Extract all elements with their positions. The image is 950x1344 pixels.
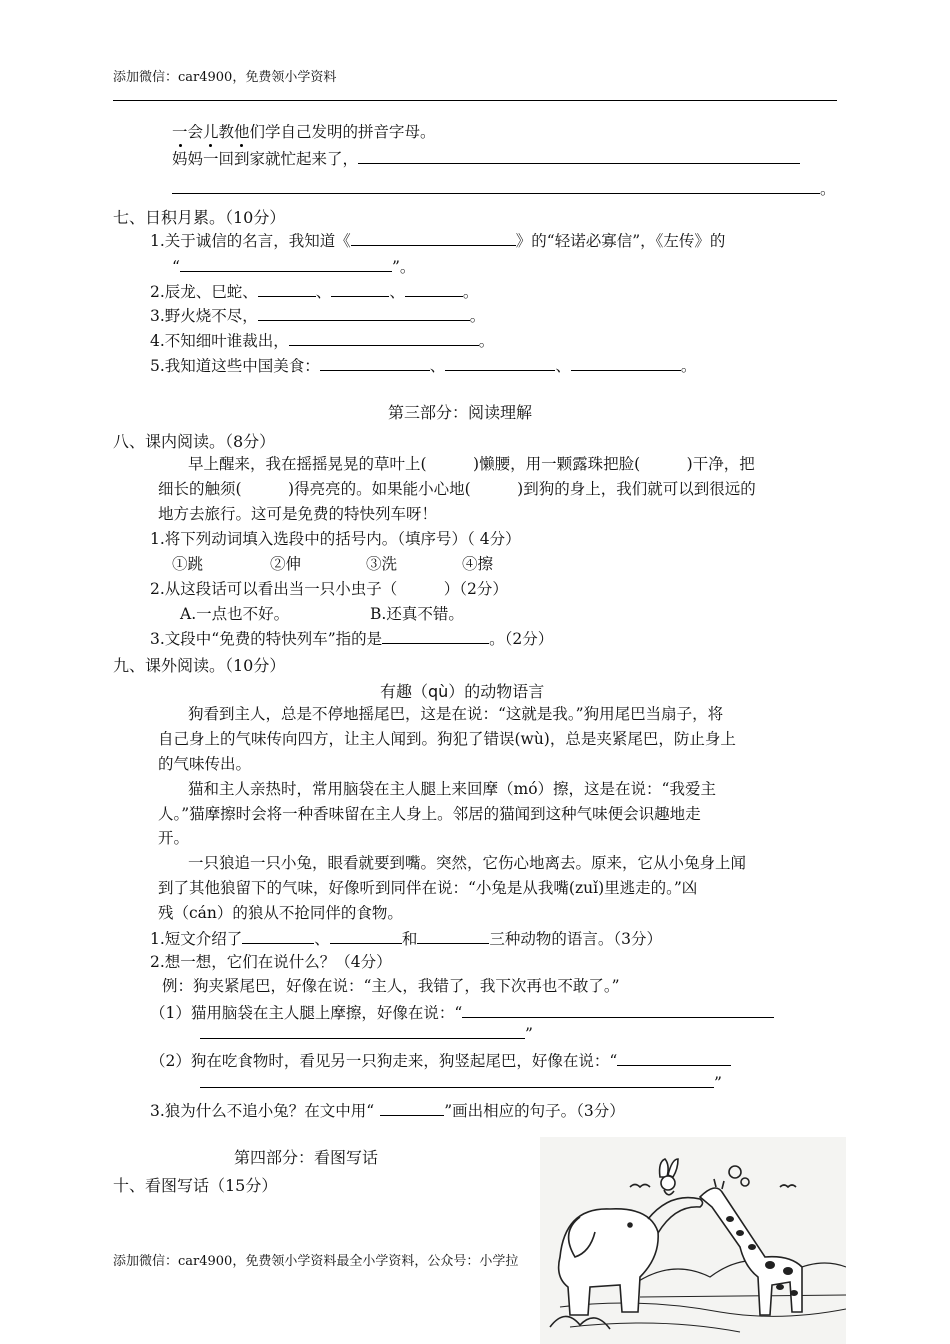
answer-blank[interactable] — [242, 928, 314, 944]
q9-example: 例：狗夹紧尾巴，好像在说：“主人，我错了，我下次再也不敢了。” — [162, 977, 620, 995]
q7-item-1-text: 》的“轻诺必寡信”，《左传》的 — [515, 232, 726, 250]
and: 和 — [401, 930, 418, 948]
answer-blank[interactable] — [462, 1002, 774, 1018]
q8-option: ③洗 — [366, 555, 398, 573]
emphasis-dot — [209, 144, 212, 147]
q8-passage-1: 早上醒来，我在摇摇晃晃的草叶上( )懒腰，用一颗露珠把脸( )干净，把 — [188, 455, 755, 473]
q9-sub-2-1 — [150, 1002, 774, 1023]
answer-blank[interactable] — [382, 628, 489, 644]
sep: 、 — [315, 283, 332, 301]
q7-item-3 — [150, 305, 485, 326]
q9-sub-3-text: 3.狼为什么不追小兔？在文中用“ — [150, 1102, 375, 1120]
q7-item-3-text: 3.野火烧不尽， — [150, 307, 258, 325]
q10-title: 十、看图写话（15分） — [113, 1176, 278, 1195]
answer-blank[interactable] — [358, 148, 800, 164]
answer-blank[interactable] — [200, 1072, 714, 1088]
q9-title: 九、课外阅读。（10分） — [113, 656, 286, 675]
answer-blank[interactable] — [617, 1050, 731, 1066]
top-line-1: 一会儿教他们学自己发明的拼音字母。 — [172, 123, 436, 141]
header-rule — [113, 100, 837, 101]
quote-close: ” — [525, 1025, 533, 1043]
sep: 、 — [314, 930, 330, 948]
period: 。 — [820, 180, 836, 198]
emphasis-dot — [240, 144, 243, 147]
quote-close: ”。 — [391, 258, 416, 276]
q8-passage-3: 地方去旅行。这可是免费的特快列车呀！ — [158, 505, 438, 523]
q8-sub-3-text: 3.文段中“免费的特快列车”指的是 — [150, 630, 383, 648]
q7-item-1b — [172, 256, 415, 277]
q8-passage-2: 细长的触须( )得亮亮的。如果能小心地( )到狗的身上，我们就可以到很远的 — [158, 480, 756, 498]
q8-sub-1: 1.将下列动词填入选段中的括号内。（填序号）（ 4分） — [150, 530, 521, 548]
q7-item-2 — [150, 281, 478, 302]
illustration-drawing — [540, 1137, 846, 1344]
answer-blank[interactable] — [571, 355, 681, 371]
period: 。 — [469, 307, 486, 325]
q7-item-2-text: 2.辰龙、巳蛇、 — [150, 283, 258, 301]
q9-sub-3 — [150, 1100, 625, 1121]
q9-passage: 自己身上的气味传向四方，让主人闻到。狗犯了错误(wù)，总是夹紧尾巴，防止身上 — [158, 730, 736, 748]
q9-passage: 到了其他狼留下的气味，好像听到同伴在说：“小兔是从我嘴(zuǐ)里逃走的。”凶 — [158, 879, 698, 897]
q7-item-4 — [150, 330, 494, 351]
q9-passage: 的气味传出。 — [158, 755, 252, 773]
q9-passage: 一只狼追一只小兔，眼看就要到嘴。突然，它伤心地离去。原来，它从小兔身上闻 — [188, 854, 747, 872]
quote-open: “ — [172, 258, 180, 276]
answer-blank[interactable] — [172, 178, 820, 194]
q8-choice-b[interactable]: B.还真不错。 — [370, 605, 464, 623]
q8-option: ①跳 — [172, 555, 204, 573]
illustration-elephant-giraffe — [540, 1137, 846, 1344]
q9-sub-2-1b — [200, 1023, 533, 1044]
emphasis-dot — [179, 144, 182, 147]
q9-passage: 人。”猫摩擦时会将一种香味留在主人身上。邻居的猫闻到这种气味便会识趣地走 — [158, 805, 701, 823]
q8-sub-2: 2.从这段话可以看出当一只小虫子（ ）（2分） — [150, 580, 508, 598]
q9-sub-2: 2.想一想，它们在说什么？（4分） — [150, 953, 392, 971]
q9-sub-2-2-text: （2）狗在吃食物时，看见另一只狗走来，狗竖起尾巴，好像在说：“ — [150, 1052, 618, 1070]
answer-blank[interactable] — [351, 230, 516, 246]
q8-option: ②伸 — [270, 555, 302, 573]
q8-title: 八、课内阅读。（8分） — [113, 432, 276, 451]
answer-blank[interactable] — [445, 355, 555, 371]
answer-blank[interactable] — [405, 281, 463, 297]
q7-item-1 — [150, 230, 725, 251]
q9-passage: 开。 — [158, 829, 190, 847]
q7-title: 七、日积月累。（10分） — [113, 208, 286, 227]
q9-sub-1-text: 三种动物的语言。（3分） — [489, 930, 662, 948]
q8-sub-3 — [150, 628, 553, 649]
top-line-2-text: 妈妈一回到家就忙起来了， — [172, 150, 359, 168]
sep: 、 — [389, 283, 405, 301]
period: 。 — [680, 357, 697, 375]
q7-item-1-text: 1.关于诚信的名言，我知道《 — [150, 232, 351, 250]
q9-sub-2-2 — [150, 1050, 731, 1071]
top-line-3 — [172, 178, 836, 199]
q9-sub-1-text: 1.短文介绍了 — [150, 930, 243, 948]
q8-choice-a[interactable]: A.一点也不好。 — [180, 605, 290, 623]
part3-heading: 第三部分：阅读理解 — [388, 403, 533, 422]
story-title: 有趣（qù）的动物语言 — [380, 682, 545, 701]
q7-item-5-text: 5.我知道这些中国美食： — [150, 357, 320, 375]
q9-passage: 猫和主人亲热时，常用脑袋在主人腿上来回摩（mó）擦，这是在说：“我爱主 — [188, 780, 716, 798]
answer-blank[interactable] — [258, 281, 316, 297]
answer-blank[interactable] — [417, 928, 489, 944]
top-line-2 — [172, 148, 800, 169]
page-header: 添加微信：car4900，免费领小学资料 — [113, 70, 337, 85]
q9-passage: 狗看到主人，总是不停地摇尾巴，这是在说：“这就是我。”狗用尾巴当扇子，将 — [188, 705, 724, 723]
q7-item-5 — [150, 355, 696, 376]
q8-sub-3-text: 。（2分） — [489, 630, 554, 648]
q9-sub-2-2b — [200, 1072, 722, 1093]
q9-passage: 残（cán）的狼从不抢同伴的食物。 — [158, 904, 403, 922]
q8-option: ④擦 — [462, 555, 494, 573]
answer-blank[interactable] — [330, 928, 402, 944]
answer-blank[interactable] — [200, 1023, 525, 1039]
page-footer: 添加微信：car4900，免费领小学资料最全小学资料，公众号：小学拉 — [113, 1254, 519, 1269]
answer-blank[interactable] — [258, 305, 470, 321]
answer-blank[interactable] — [320, 355, 430, 371]
q9-sub-3-text: ”画出相应的句子。（3分） — [444, 1102, 625, 1120]
period: 。 — [478, 332, 495, 350]
answer-blank[interactable] — [380, 1100, 444, 1116]
sep: 、 — [429, 357, 446, 375]
q9-sub-1 — [150, 928, 662, 949]
q9-sub-2-1-text: （1）猫用脑袋在主人腿上摩擦，好像在说：“ — [150, 1004, 463, 1022]
answer-blank[interactable] — [180, 256, 392, 272]
answer-blank[interactable] — [331, 281, 389, 297]
answer-blank[interactable] — [289, 330, 479, 346]
q7-item-4-text: 4.不知细叶谁裁出， — [150, 332, 289, 350]
quote-close: ” — [714, 1074, 722, 1092]
period: 。 — [462, 283, 479, 301]
part4-heading: 第四部分：看图写话 — [234, 1148, 379, 1167]
sep: 、 — [555, 357, 571, 375]
